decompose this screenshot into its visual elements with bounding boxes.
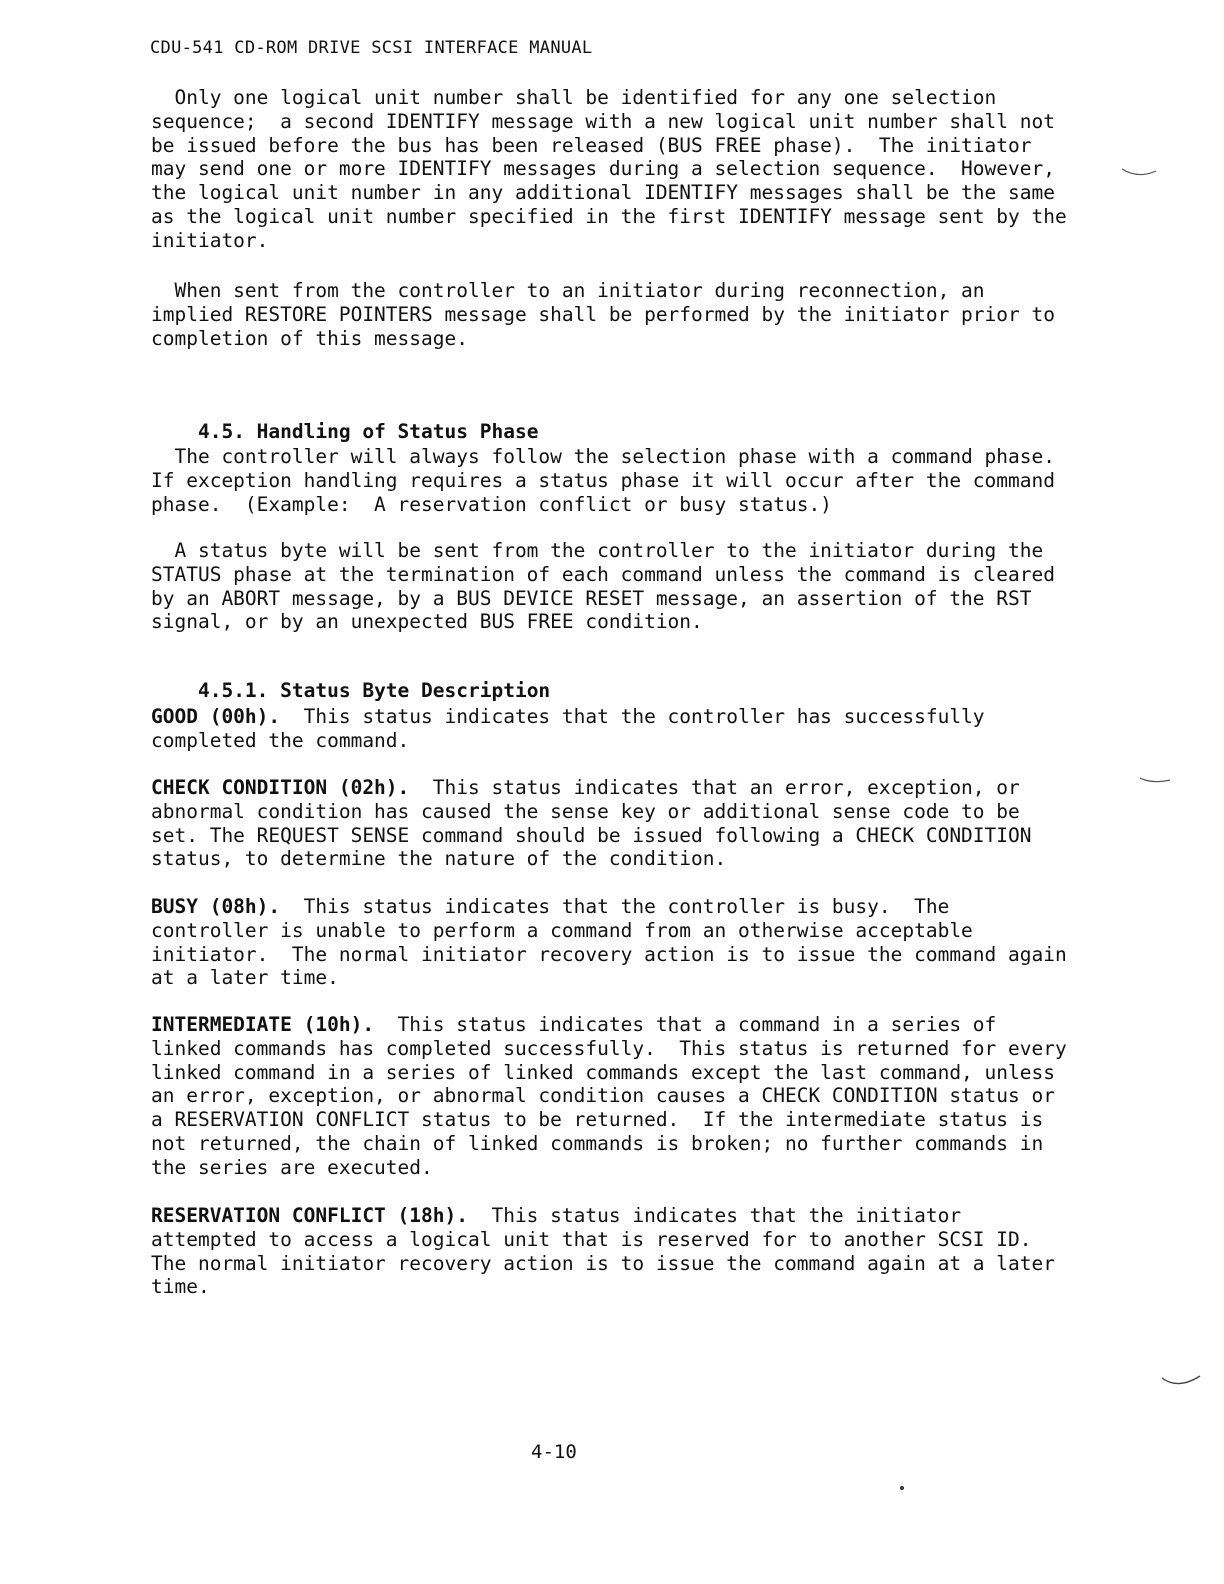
status-description: This status indicates that a command in a series of linked commands has completed successfully. This status is returned for every linked command in a series of linked commands except the last command, unless an error, exception, or abnormal condition causes a CHECK CONDITION status or a RESERVATION CONFLICT status to be returned. If the intermediate status is not returned, the chain of linked commands is broken; no further commands in the series are executed. [151,1013,1067,1179]
status-reservation-conflict [151,1204,1101,1299]
scan-mark [1138,774,1178,790]
status-description: This status indicates that the initiator attempted to access a logical unit that is reserved for to another SCSI ID. The normal initiator recovery action is to issue the command again at a later time. [151,1204,1055,1299]
status-term: RESERVATION CONFLICT (18h). [151,1204,468,1227]
status-phase-paragraph-1: The controller will always follow the selection phase with a command phase. If exception handling requires a status phase it will occur after the command phase. (Example: A reservation conflict or busy status.) [151,445,1055,516]
identify-paragraph: Only one logical unit number shall be identified for any one selection sequence; a second IDENTIFY message with a new logical unit number shall not be issued before the bus has been released (BUS FREE phase). The initiator may send one or more IDENTIFY messages during a selection sequence. However, the logical unit number in any additional IDENTIFY messages shall be the same as the logical unit number specified in the first IDENTIFY message sent by the initiator. [151,86,1067,252]
status-check-condition [151,776,1101,871]
scan-mark [1160,1372,1204,1392]
status-phase-paragraph-2: A status byte will be sent from the controller to the initiator during the STATUS phase at the termination of each command unless the command is cleared by an ABORT message, by a BUS DEVICE RESET message, an assertion of the RST signal, or by an unexpected BUS FREE condition. [151,539,1055,634]
status-description: This status indicates that the controller has successfully completed the command. [151,705,985,752]
section-title: 4.5.1. Status Byte Description [197,679,551,702]
status-description: This status indicates that the controller is busy. The controller is unable to perform a command from an otherwise acceptable initiator. The normal initiator recovery action is to issue the command again at a later time. [151,895,1067,990]
running-header: CDU-541 CD-ROM DRIVE SCSI INTERFACE MANUAL [150,38,593,58]
reconnection-paragraph: When sent from the controller to an initiator during reconnection, an implied RESTORE POINTERS message shall be performed by the initiator prior to completion of this message. [151,279,1055,350]
page-number: 4-10 [531,1441,577,1463]
status-term: INTERMEDIATE (10h). [151,1013,375,1036]
scan-dot [898,1484,908,1494]
status-term: GOOD (00h). [151,705,281,728]
section-title: 4.5. Handling of Status Phase [197,420,539,443]
status-intermediate [151,1013,1101,1180]
status-description: This status indicates that an error, exception, or abnormal condition has caused the sense key or additional sense code to be set. The REQUEST SENSE command should be issued following a CHECK CONDITION status, to determine the nature of the condition. [151,776,1032,871]
status-good [151,705,1101,753]
status-term: CHECK CONDITION (02h). [151,776,410,799]
scan-mark [1120,165,1160,181]
status-busy [151,895,1101,990]
status-term: BUSY (08h). [151,895,281,918]
